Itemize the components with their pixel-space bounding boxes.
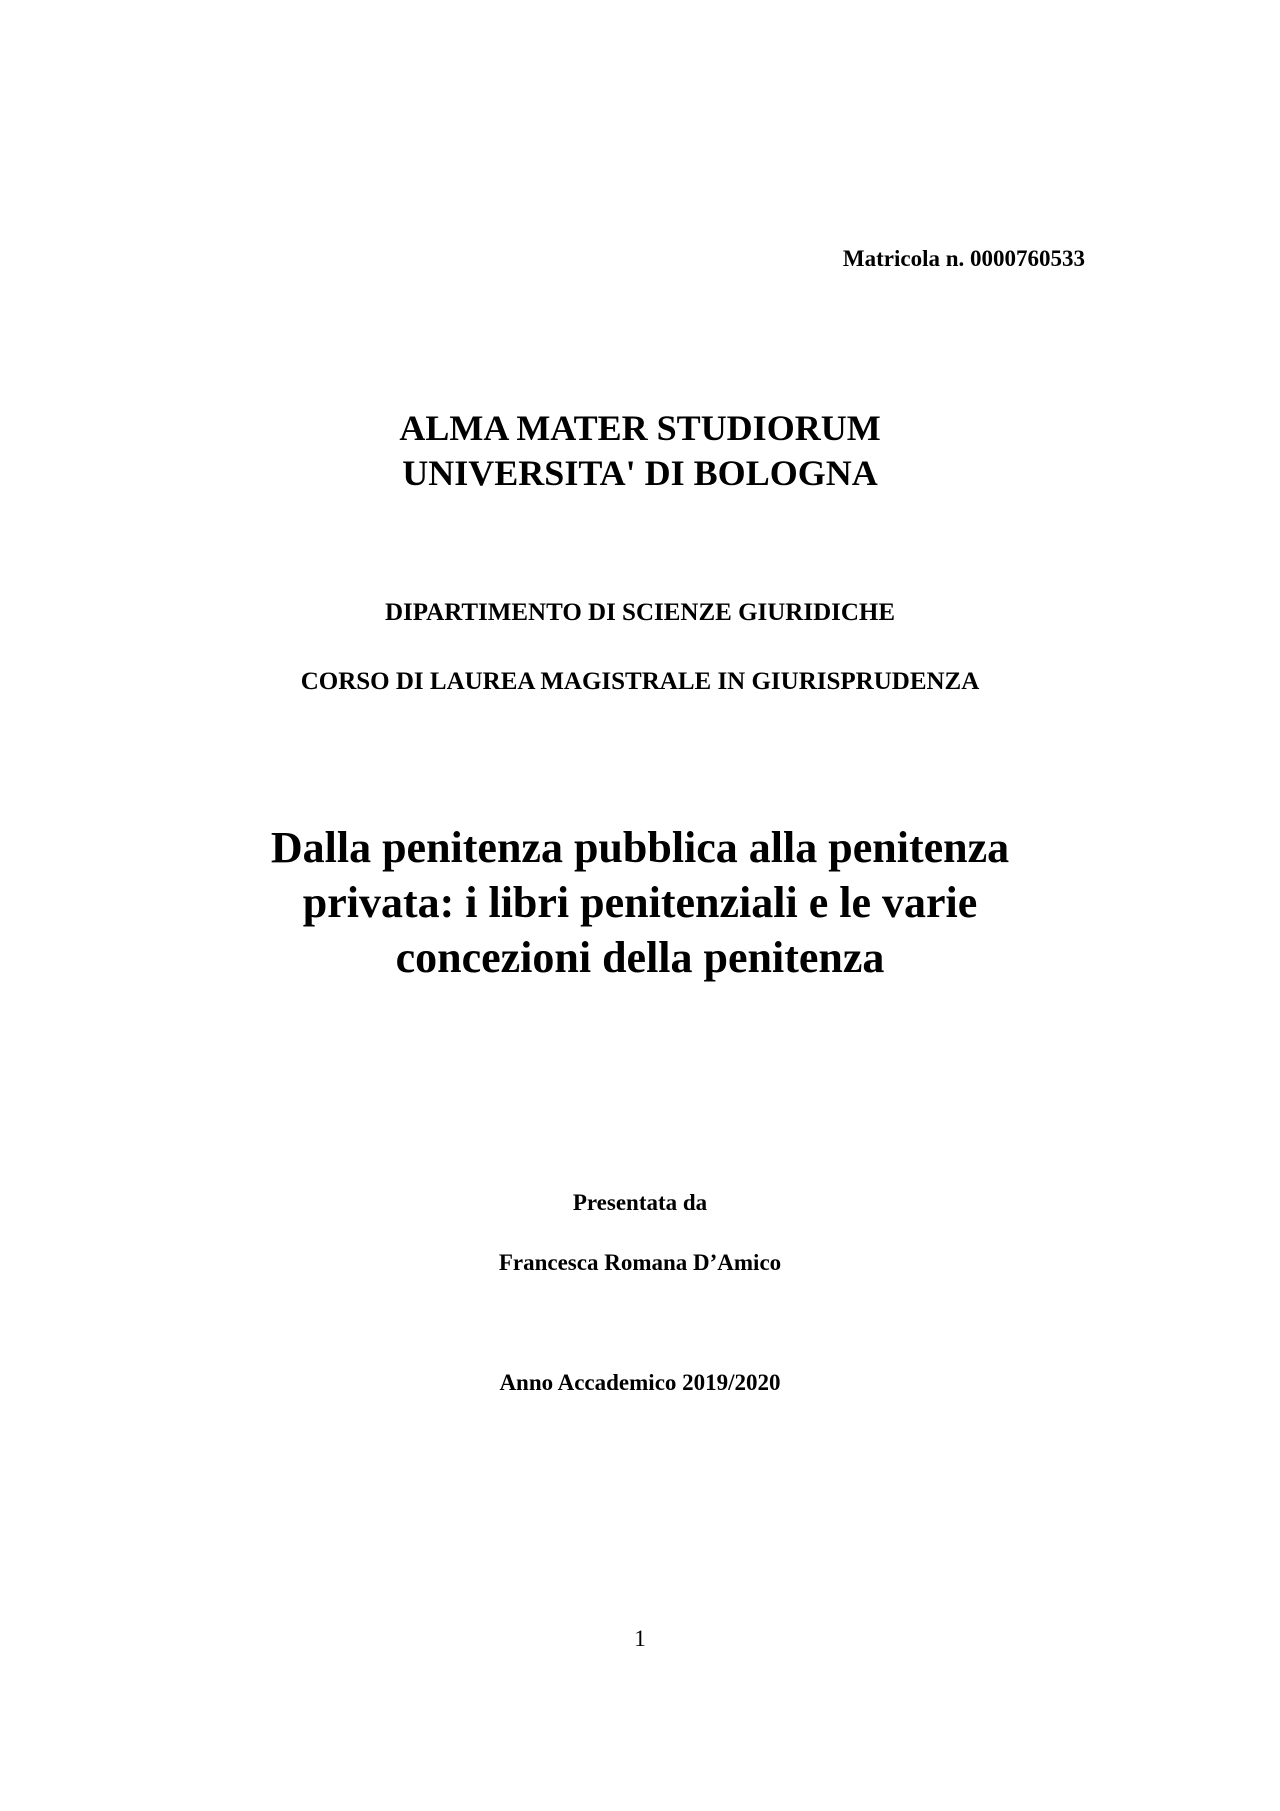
department-name: DIPARTIMENTO DI SCIENZE GIURIDICHE bbox=[384, 599, 896, 626]
thesis-title-line-1: Dalla penitenza pubblica alla penitenza bbox=[270, 823, 1010, 872]
student-id-number: Matricola n. 0000760533 bbox=[842, 246, 1085, 271]
thesis-title-line-3: concezioni della penitenza bbox=[395, 933, 885, 982]
presented-by-label: Presentata da bbox=[572, 1190, 708, 1215]
author-name: Francesca Romana D’Amico bbox=[498, 1250, 782, 1275]
university-name-line-2: UNIVERSITA' DI BOLOGNA bbox=[402, 453, 878, 493]
university-name-line-1: ALMA MATER STUDIORUM bbox=[399, 408, 881, 448]
thesis-title bbox=[0, 820, 1280, 985]
thesis-title-line-2: privata: i libri penitenziali e le varie bbox=[302, 878, 978, 927]
academic-year: Anno Accademico 2019/2020 bbox=[499, 1370, 781, 1395]
degree-course: CORSO DI LAUREA MAGISTRALE IN GIURISPRUDENZA bbox=[300, 668, 980, 695]
page-number: 1 bbox=[634, 1626, 646, 1651]
